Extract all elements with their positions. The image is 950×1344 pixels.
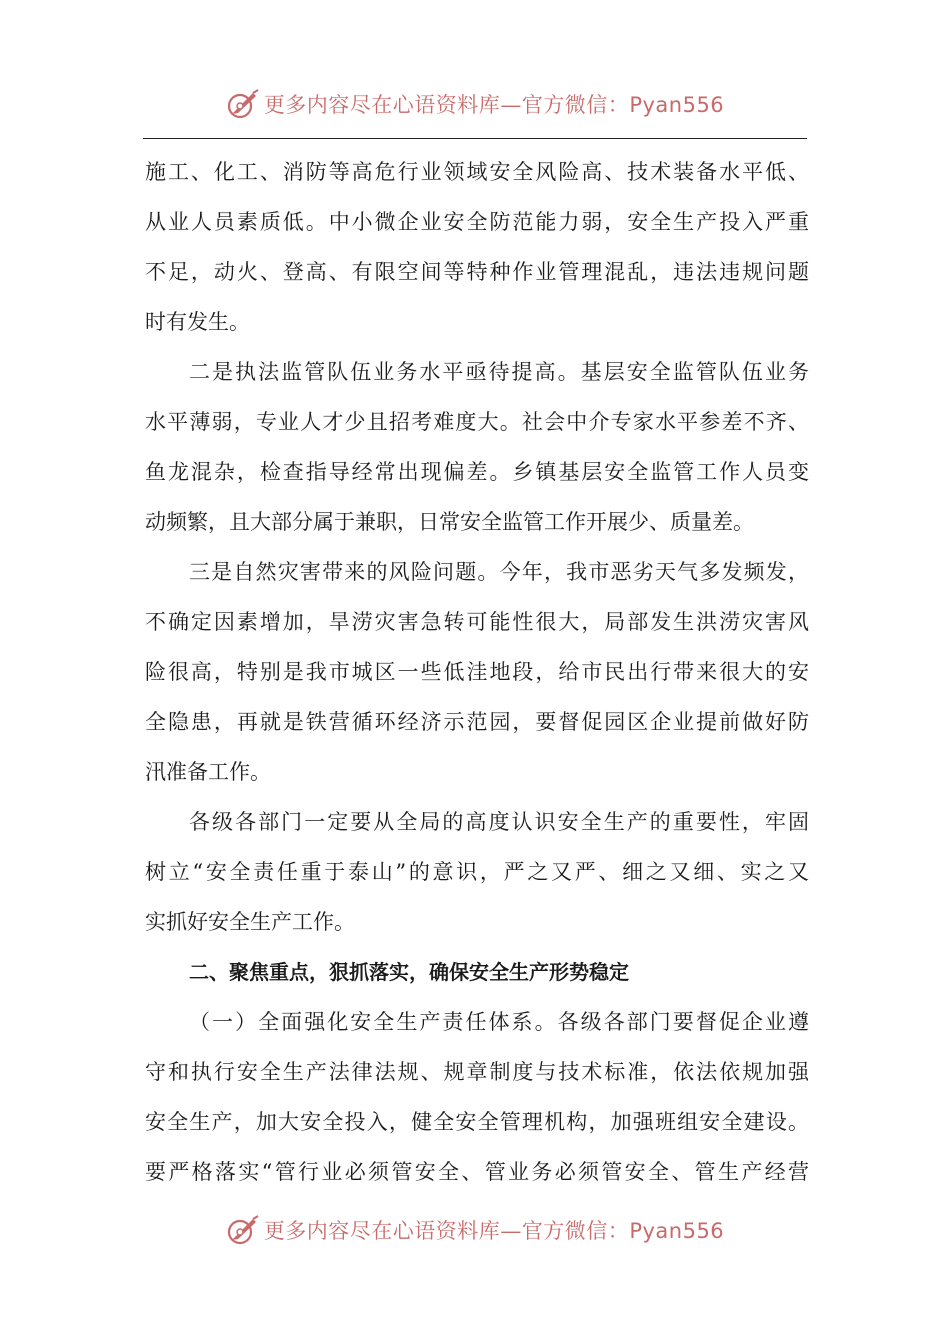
header-banner-text [264,89,724,119]
text-line: 动频繁，且大部分属于兼职，日常安全监管工作开展少、质量差。 [145,510,754,534]
text-line: 鱼龙混杂，检查指导经常出现偏差。乡镇基层安全监管工作人员变 [145,460,809,484]
quill-logo-icon [226,87,260,121]
paragraph-2 [145,347,809,547]
text-line: 要严格落实“管行业必须管安全、管业务必须管安全、管生产经营 [145,1160,809,1184]
text-line: 不确定因素增加，旱涝灾害急转可能性很大，局部发生洪涝灾害风 [145,610,809,634]
text-line: 守和执行安全生产法律法规、规章制度与技术标准，依法依规加强 [145,1060,809,1084]
text-line: 树立“安全责任重于泰山”的意识，严之又严、细之又细、实之又 [145,860,809,884]
paragraph-4 [145,797,809,947]
section-heading: 二、聚焦重点，狠抓落实，确保安全生产形势稳定 [189,960,629,984]
paragraph-3 [145,547,809,797]
banner-wechat-label: 官方微信： [521,93,630,117]
banner-separator: — [500,1219,522,1243]
text-line: 各级各部门一定要从全局的高度认识安全生产的重要性，牢固 [189,810,809,834]
text-line: 从业人员素质低。中小微企业安全防范能力弱，安全生产投入严重 [145,210,809,234]
header-divider [143,138,807,139]
text-line: 汛准备工作。 [145,760,271,784]
text-line: 不足，动火、登高、有限空间等特种作业管理混乱，违法违规问题 [145,260,809,284]
text-line: 实抓好安全生产工作。 [145,910,355,934]
quill-logo-icon [226,1213,260,1247]
paragraph-5 [145,997,809,1197]
banner-wechat-id: Pyan556 [629,1219,725,1243]
text-line: 险很高，特别是我市城区一些低洼地段，给市民出行带来很大的安 [145,660,809,684]
document-body [145,147,809,1197]
text-line: 施工、化工、消防等高危行业领域安全风险高、技术装备水平低、 [145,160,809,184]
text-line: 水平薄弱，专业人才少且招考难度大。社会中介专家水平参差不齐、 [145,410,809,434]
text-line: 二是执法监管队伍业务水平亟待提高。基层安全监管队伍业务 [189,360,809,384]
text-line: 三是自然灾害带来的风险问题。今年，我市恶劣天气多发频发， [189,560,809,584]
text-line: 全隐患，再就是铁营循环经济示范园，要督促园区企业提前做好防 [145,710,809,734]
text-line: 时有发生。 [145,310,250,334]
banner-site-text: 更多内容尽在心语资料库 [263,93,501,117]
banner-wechat-id: Pyan556 [629,93,725,117]
banner-site-text: 更多内容尽在心语资料库 [263,1219,501,1243]
footer-banner-text [264,1215,724,1245]
text-line: （一）全面强化安全生产责任体系。各级各部门要督促企业遵 [189,1010,809,1034]
banner-wechat-label: 官方微信： [521,1219,630,1243]
banner-separator: — [500,93,522,117]
header-banner [0,84,950,124]
text-line: 安全生产，加大安全投入，健全安全管理机构，加强班组安全建设。 [145,1110,809,1134]
paragraph-1 [145,147,809,347]
footer-banner [0,1210,950,1250]
